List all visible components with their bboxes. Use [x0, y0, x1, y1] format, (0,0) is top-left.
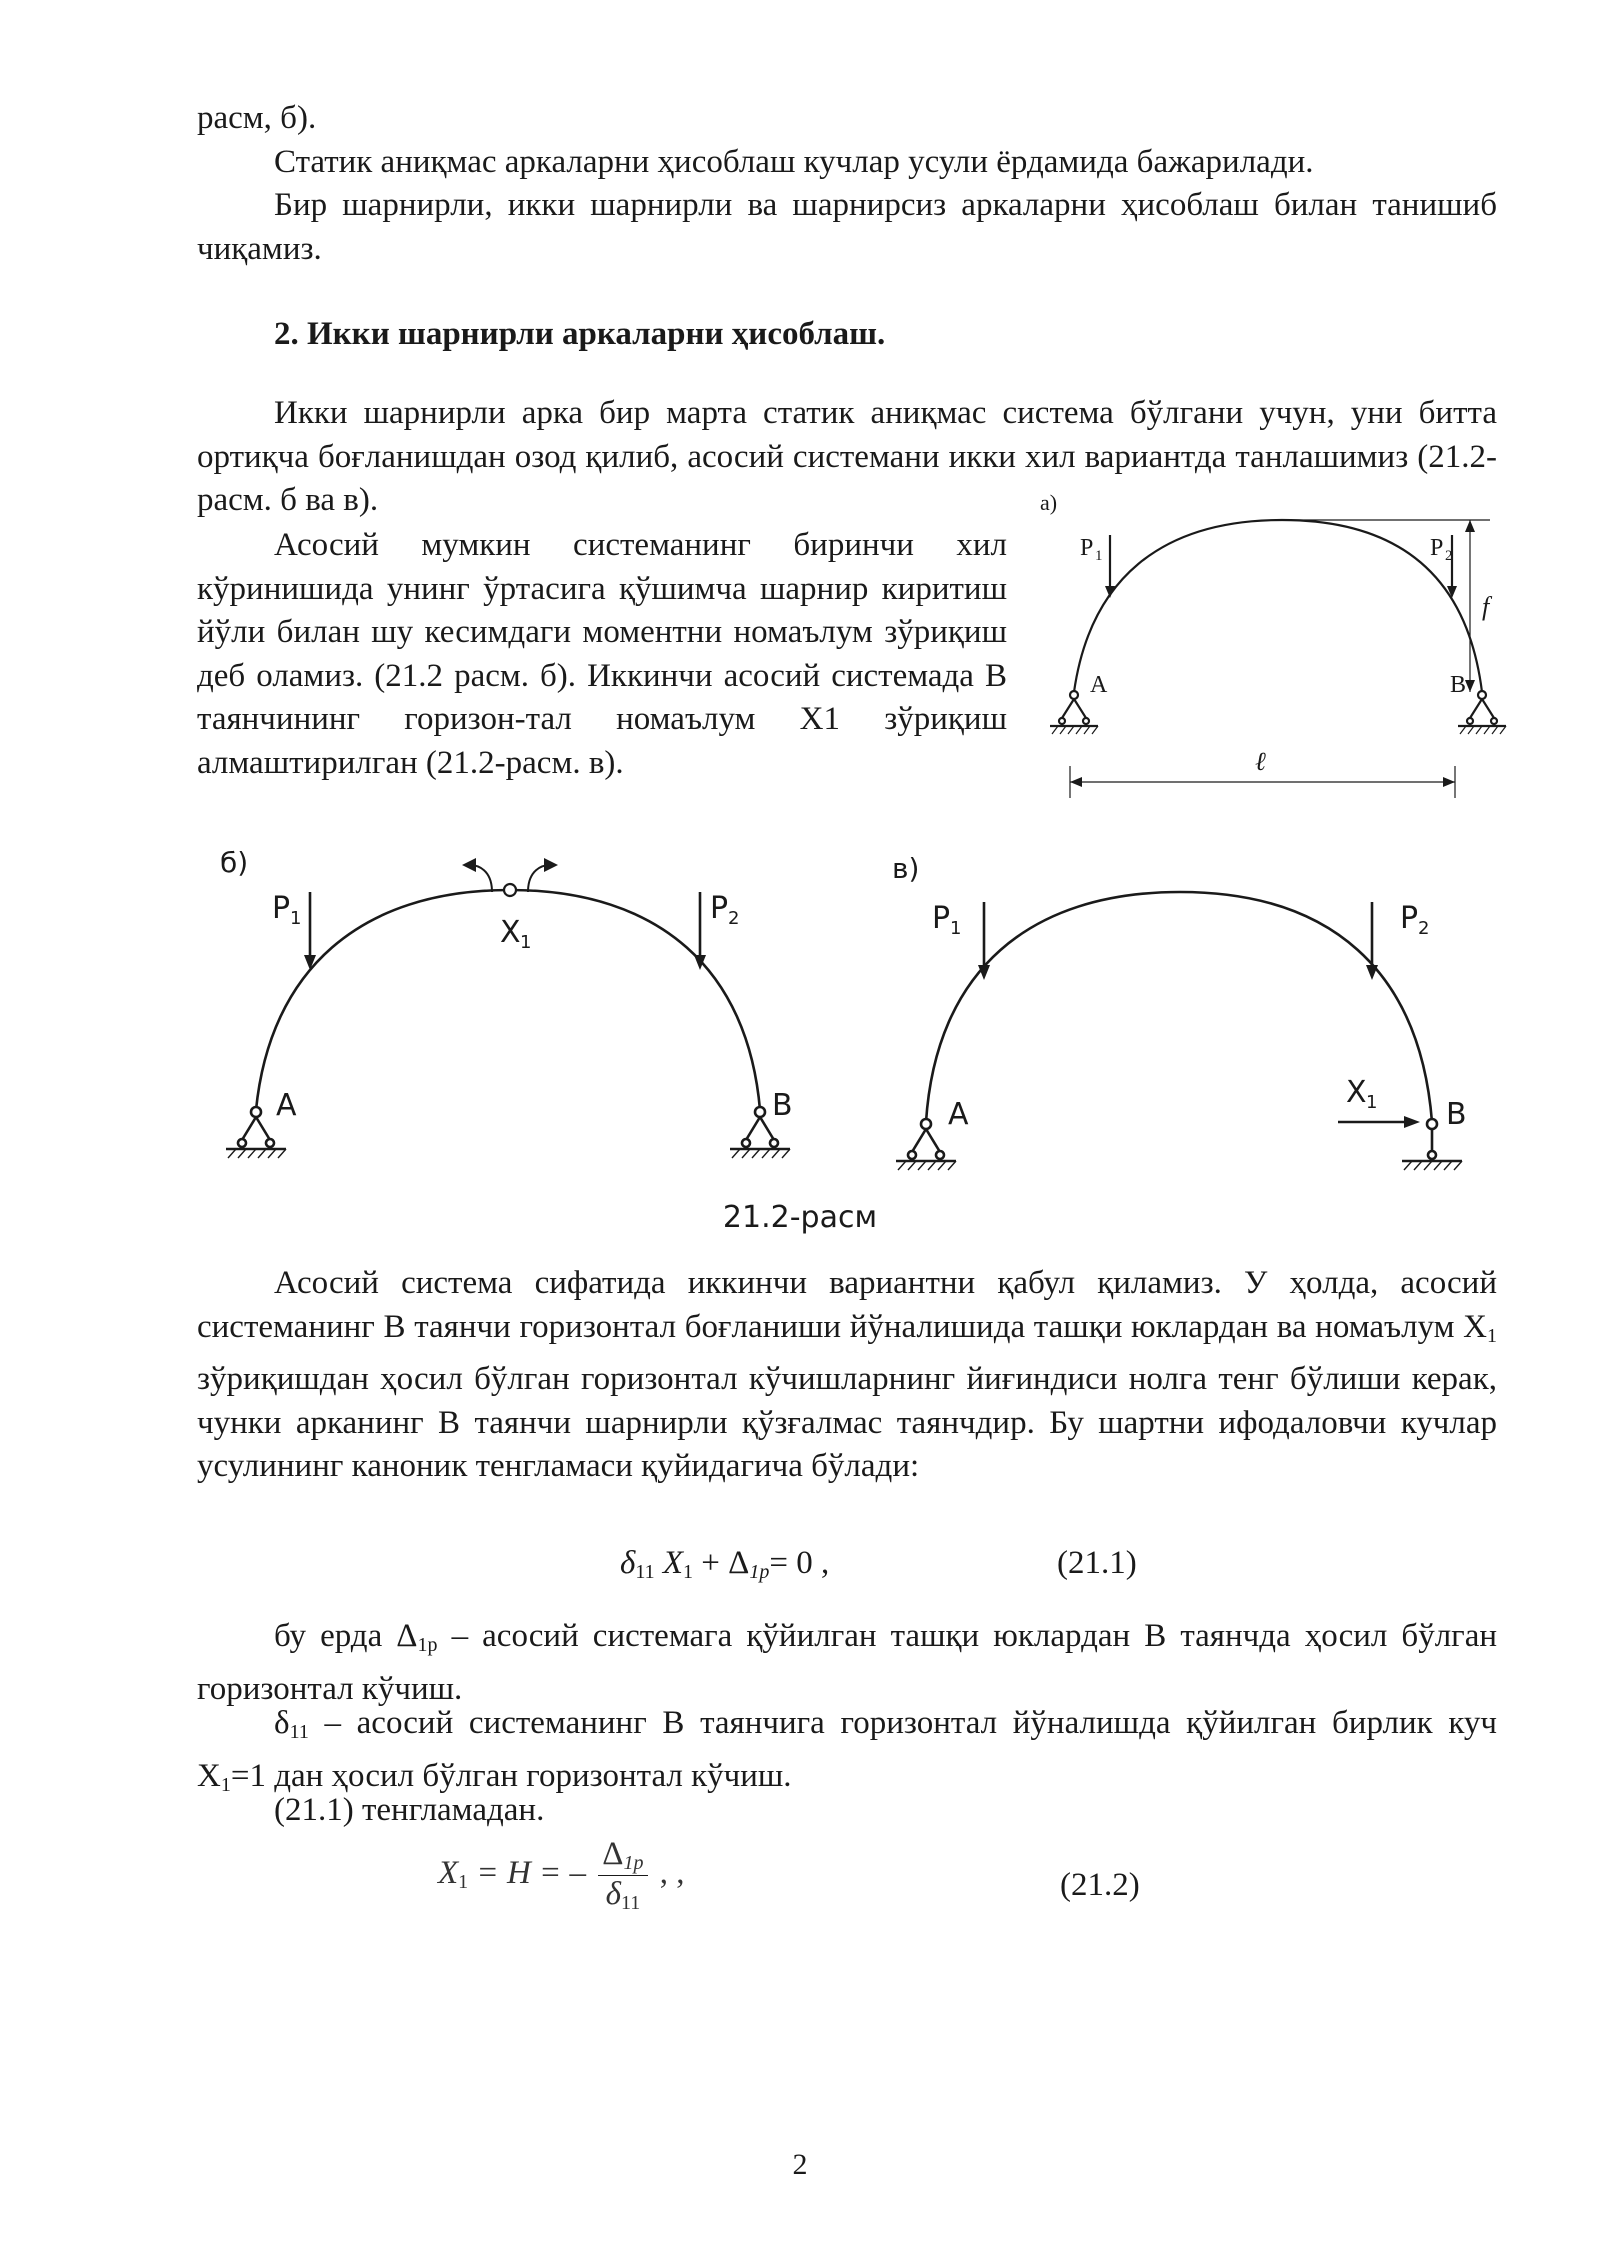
page-number: 2: [792, 2148, 808, 2181]
paragraph-8-text-b: – асосий системанинг В таянчига горизонтал йўналишда қўйилган бирлик куч X: [197, 1705, 1497, 1794]
eq1-x: X: [662, 1545, 684, 1581]
paragraph-6-sub: 1: [1487, 1324, 1497, 1347]
eq1-x-sub: 1: [683, 1561, 694, 1583]
eq2-tail: , ,: [659, 1855, 685, 1892]
figure-a-p1-sub: 1: [1095, 548, 1103, 564]
paragraph-7: [197, 1615, 1497, 1711]
figure-a-p1-label: P: [1080, 535, 1094, 561]
eq1-plus: +: [701, 1545, 720, 1581]
figure-c-p2-sub: 2: [1418, 918, 1430, 939]
paragraph-1: расм, б).: [197, 100, 317, 136]
figure-c-support-b-label: B: [1446, 1097, 1467, 1132]
eq1-delta-sub: 11: [635, 1561, 655, 1583]
figure-b-tag: б): [220, 846, 249, 879]
figure-a-tag: а): [1040, 490, 1058, 515]
figure-b-arch: [200, 840, 820, 1180]
paragraph-8-text-c: =1 дан ҳосил бўлган горизонтал кўчиш.: [230, 1757, 792, 1794]
eq1-Delta: Δ: [728, 1545, 750, 1581]
figure-b-p2-label: P: [710, 891, 729, 926]
paragraph-8-sub2: 1: [220, 1773, 231, 1796]
eq2-fraction: [598, 1836, 647, 1915]
figure-b-p1-label: P: [272, 891, 291, 926]
figure-caption: 21.2-расм: [722, 1200, 878, 1235]
paragraph-7-text-a: бу ерда Δ: [274, 1618, 418, 1654]
figure-c-x1-sub: 1: [1366, 1092, 1378, 1113]
eq2-den: δ: [605, 1876, 621, 1912]
section-heading: 2. Икки шарнирли аркаларни ҳисоблаш.: [274, 316, 886, 352]
paragraph-6-text-b: зўриқишдан ҳосил бўлган горизонтал кўчишларнинг йиғиндиси нолга тенг бўлиши керак, чунки арканинг В таянчи шарнирли қўзғалмас таянчдир. Бу шартни ифодаловчи кучлар усулининг каноник тенгламаси қуйидагича бўлади:: [197, 1361, 1497, 1484]
figure-b-x1-label: X: [500, 915, 521, 950]
eq2-num: Δ: [602, 1836, 624, 1872]
figure-a-support-a-label: A: [1090, 672, 1108, 698]
paragraph-2: Статик аниқмас аркаларни ҳисоблаш кучлар усули ёрдамида бажарилади.: [274, 144, 1314, 180]
eq2-equals-h: = H = –: [476, 1855, 587, 1892]
eq2-num-sub: 1p: [623, 1852, 644, 1874]
paragraph-6-text-a: Асосий система сифатида иккинчи вариантни қабул қиламиз. У ҳолда, асосий системанинг В таянчи горизонтал боғланиши йўналишида ташқи юклардан ва номаълум X: [197, 1265, 1497, 1345]
figure-b-support-b-label: B: [772, 1088, 793, 1123]
paragraph-9: (21.1) тенгламадан.: [274, 1792, 545, 1828]
paragraph-7-text-b: – асосий системага қўйилган ташқи юклардан В таянчда ҳосил бўлган горизонтал кўчиш.: [197, 1618, 1497, 1707]
figure-c-support-a-label: A: [948, 1097, 969, 1132]
figure-c-tag: в): [892, 852, 920, 885]
figure-b-p2-sub: 2: [728, 908, 740, 929]
equation-21-1: [620, 1545, 829, 1584]
paragraph-8-sub1: 11: [289, 1721, 309, 1743]
eq2-x-sub: 1: [458, 1871, 469, 1894]
eq2-den-sub: 11: [620, 1892, 641, 1914]
paragraph-8-text-a: δ: [274, 1705, 290, 1741]
figure-b-p1-sub: 1: [290, 908, 302, 929]
figure-c-p2-label: P: [1400, 901, 1419, 936]
figure-b-support-a-label: A: [276, 1088, 297, 1123]
figure-c-arch: [880, 840, 1500, 1185]
eq1-Delta-sub: 1p: [749, 1561, 770, 1583]
figure-a-f-label: f: [1482, 592, 1490, 621]
eq1-rhs: = 0 ,: [769, 1545, 830, 1581]
eq1-delta: δ: [620, 1545, 636, 1581]
paragraph-3: Бир шарнирли, икки шарнирли ва шарнирсиз аркаларни ҳисоблаш билан танишиб чиқамиз.: [197, 187, 1497, 267]
figure-b-x1-sub: 1: [520, 932, 532, 953]
figure-a-l-label: ℓ: [1255, 747, 1266, 776]
paragraph-7-sub: 1p: [417, 1634, 438, 1656]
paragraph-5: Асосий мумкин системанинг биринчи хил кўринишида унинг ўртасига қўшимча шарнир киритиш йўли билан шу кесимдаги моментни номаълум зўриқиш деб оламиз. (21.2 расм. б). Иккинчи асосий системада В таянчининг горизон-тал номаълум X1 зўриқиш алмаштирилган (21.2-расм. в).: [197, 527, 1007, 781]
figure-c-p1-label: P: [932, 901, 951, 936]
equation-21-2-number: (21.2): [1060, 1867, 1140, 1903]
figure-a-arch: [1030, 480, 1520, 820]
paragraph-4: Икки шарнирли арка бир марта статик аниқмас система бўлгани учун, уни битта ортиқча боғланишдан озод қилиб, асосий системани икки хил вариантда танлашимиз (21.2-расм. б ва в).: [197, 395, 1497, 518]
equation-21-2: [438, 1836, 685, 1915]
figure-a-p2-label: P: [1430, 535, 1444, 561]
figure-c-p1-sub: 1: [950, 918, 962, 939]
figure-c-x1-label: X: [1346, 1075, 1367, 1110]
paragraph-6: [197, 1262, 1497, 1489]
figure-a-support-b-label: B: [1450, 672, 1467, 698]
figure-a-p2-sub: 2: [1445, 548, 1453, 564]
eq2-x: X: [438, 1855, 459, 1892]
equation-21-1-number: (21.1): [1057, 1545, 1137, 1581]
